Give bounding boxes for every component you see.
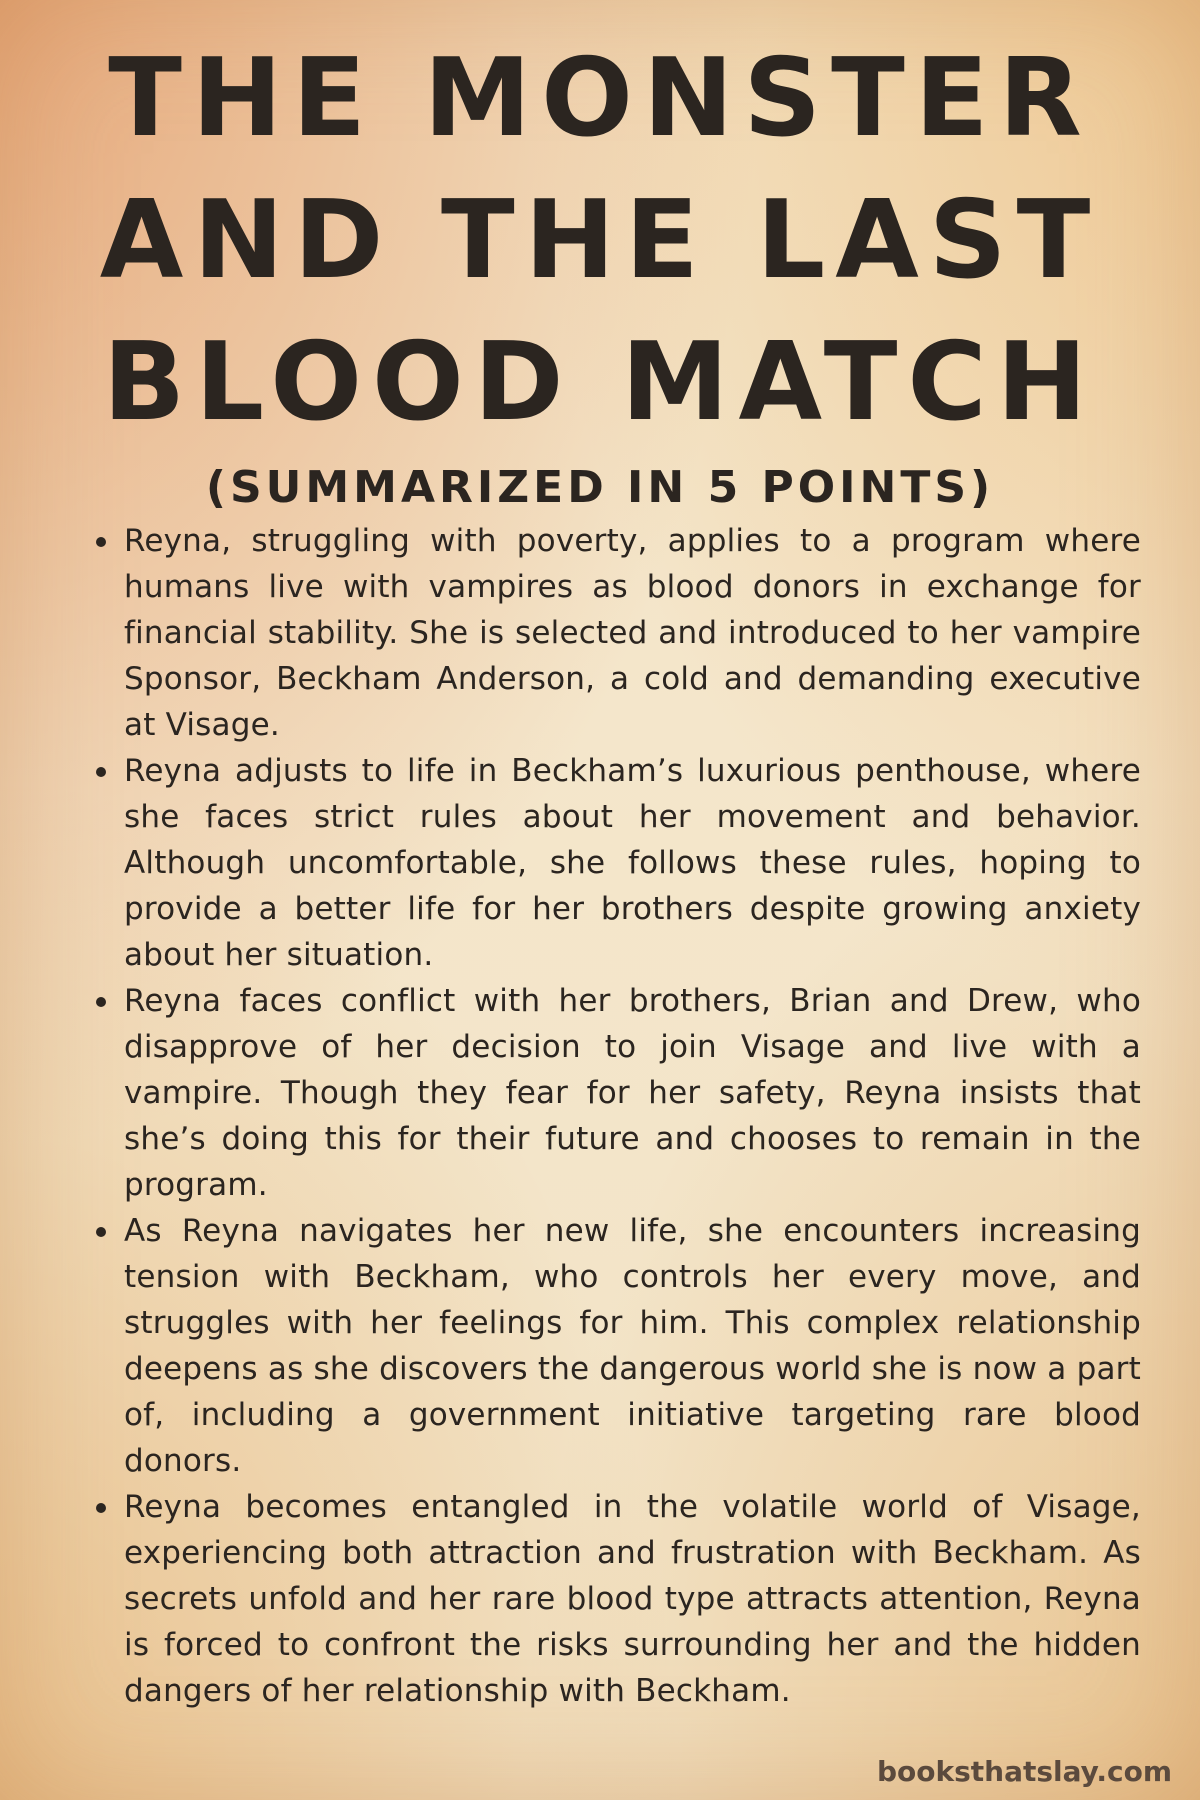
page-subtitle: (SUMMARIZED IN 5 POINTS) — [205, 462, 995, 513]
point-text-2: Reyna adjusts to life in Beckham’s luxurious penthouse, where she faces strict rules about her movement and behavior. Although uncomfortable, she follows these rules, hoping to provide a better life for her brothers despite growing anxiety about her situation. — [124, 753, 1141, 973]
page-title-line-2: AND THE LAST — [99, 178, 1101, 303]
bullet-icon — [96, 997, 106, 1007]
list-item — [96, 518, 1141, 748]
bullet-icon — [96, 1227, 106, 1237]
list-item — [96, 1208, 1141, 1484]
site-watermark: booksthatslay.com — [876, 1755, 1172, 1788]
point-text-4: As Reyna navigates her new life, she encounters increasing tension with Beckham, who controls her every move, and struggles with her feelings for him. This complex relationship deepens as she discovers the dangerous world she is now a part of, including a government initiative targeting rare blood donors. — [124, 1213, 1141, 1479]
list-item — [96, 748, 1141, 978]
point-text-5: Reyna becomes entangled in the volatile world of Visage, experiencing both attraction and frustration with Beckham. As secrets unfold and her rare blood type attracts attention, Reyna is forced to confront the risks surrounding her and the hidden dangers of her relationship with Beckham. — [124, 1489, 1141, 1709]
page-title-line-1: THE MONSTER — [108, 36, 1092, 161]
list-item — [96, 978, 1141, 1208]
summary-points-list — [96, 518, 1141, 1714]
bullet-icon — [96, 767, 106, 777]
list-item — [96, 1484, 1141, 1714]
point-text-1: Reyna, struggling with poverty, applies to a program where humans live with vampires as blood donors in exchange for financial stability. She is selected and introduced to her vampire Sponsor, Beckham Anderson, a cold and demanding executive at Visage. — [124, 523, 1141, 743]
point-text-3: Reyna faces conflict with her brothers, Brian and Drew, who disapprove of her decision to join Visage and live with a vampire. Though they fear for her safety, Reyna insists that she’s doing this for their future and chooses to remain in the program. — [124, 983, 1141, 1203]
bullet-icon — [96, 1503, 106, 1513]
page-title-line-3: BLOOD MATCH — [102, 320, 1098, 445]
bullet-icon — [96, 537, 106, 547]
title-block — [0, 28, 1200, 516]
